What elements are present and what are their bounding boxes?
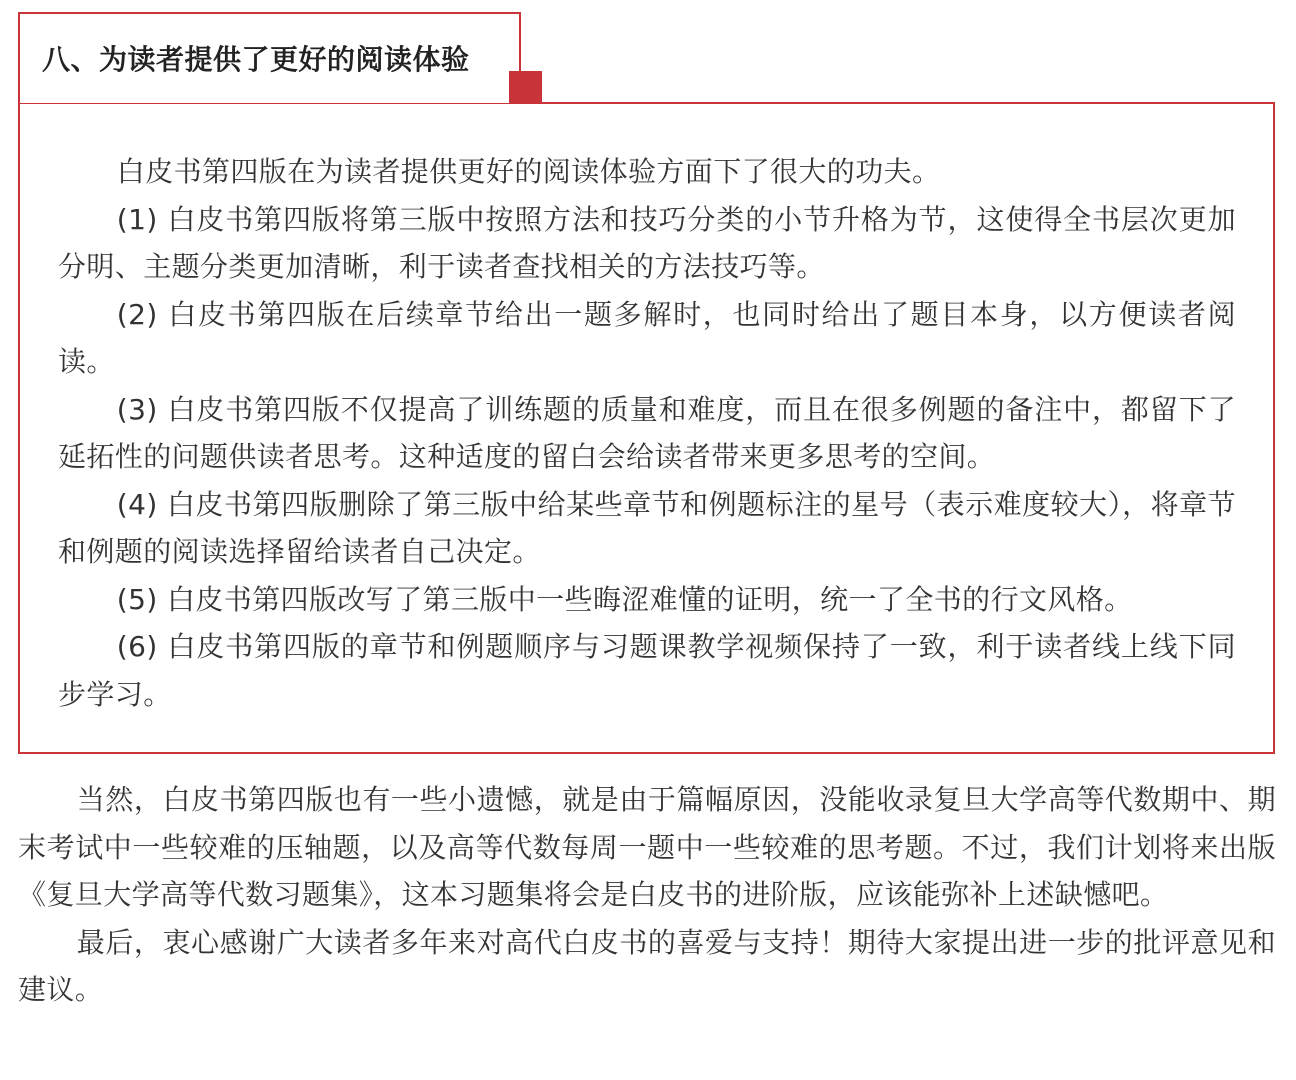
accent-square xyxy=(509,71,542,104)
closing-paragraph-thanks: 最后，衷心感谢广大读者多年来对高代白皮书的喜爱与支持！期待大家提出进一步的批评意见和建议。 xyxy=(18,925,1276,1006)
box-paragraph-item-3: (3) 白皮书第四版不仅提高了训练题的质量和难度，而且在很多例题的备注中，都留下了延拓性的问题供读者思考。这种适度的留白会给读者带来更多思考的空间。 xyxy=(58,392,1236,473)
box-paragraph-item-5: (5) 白皮书第四版改写了第三版中一些晦涩难懂的证明，统一了全书的行文风格。 xyxy=(116,582,1133,616)
section-header-tab xyxy=(18,12,521,103)
box-paragraph-intro: 白皮书第四版在为读者提供更好的阅读体验方面下了很大的功夫。 xyxy=(116,155,941,188)
closing-text xyxy=(18,776,1276,1014)
closing-paragraph-regrets: 当然，白皮书第四版也有一些小遗憾，就是由于篇幅原因，没能收录复旦大学高等代数期中、期末考试中一些较难的压轴题，以及高等代数每周一题中一些较难的思考题。不过，我们计划将来出版《复旦大学高等代数习题集》，这本习题集将会是白皮书的进阶版，应该能弥补上述缺憾吧。 xyxy=(18,783,1276,911)
section-title: 八、为读者提供了更好的阅读体验 xyxy=(42,43,470,76)
box-paragraph-item-4: (4) 白皮书第四版删除了第三版中给某些章节和例题标注的星号（表示难度较大），将章节和例题的阅读选择留给读者自己决定。 xyxy=(58,487,1236,568)
box-paragraph-item-6: (6) 白皮书第四版的章节和例题顺序与习题课教学视频保持了一致，利于读者线上线下同步学习。 xyxy=(58,630,1236,711)
section-body xyxy=(58,148,1236,718)
box-paragraph-item-1: (1) 白皮书第四版将第三版中按照方法和技巧分类的小节升格为节，这使得全书层次更加分明、主题分类更加清晰，利于读者查找相关的方法技巧等。 xyxy=(58,202,1236,283)
box-paragraph-item-2: (2) 白皮书第四版在后续章节给出一题多解时，也同时给出了题目本身，以方便读者阅读。 xyxy=(58,297,1236,378)
